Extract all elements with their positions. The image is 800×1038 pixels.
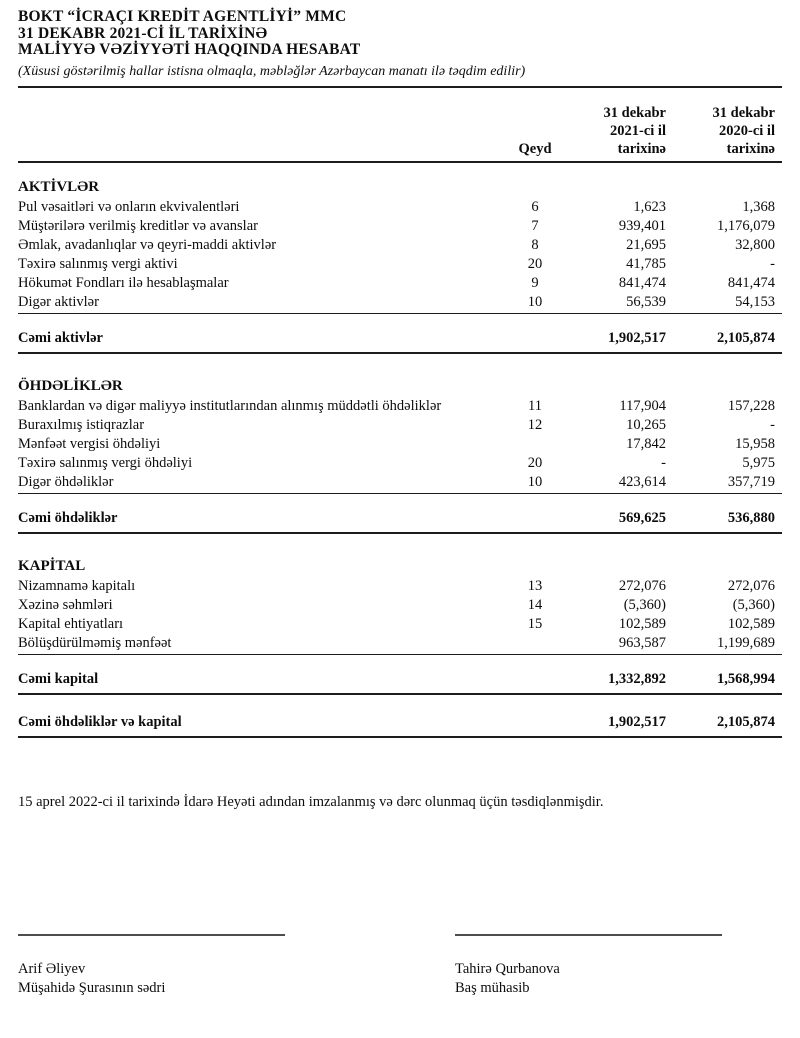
row-label: Təxirə salınmış vergi öhdəliyi xyxy=(18,454,193,471)
table-section xyxy=(18,556,782,695)
col-header-note: Qeyd xyxy=(518,140,552,157)
row-label: Digər aktivlər xyxy=(18,293,99,310)
approval-note: 15 aprel 2022-ci il tarixində İdarə Heyəti adından imzalanmış və dərc olunmaq üçün təsdiqlənmişdir. xyxy=(18,793,604,810)
table-header-row xyxy=(18,104,782,163)
row-value-2021: 423,614 xyxy=(618,473,666,490)
row-label: Mənfəət vergisi öhdəliyi xyxy=(18,435,161,452)
row-label: Xəzinə səhmləri xyxy=(18,596,113,613)
row-value-2021: (5,360) xyxy=(623,596,666,613)
section-total-row-value-2020: 2,105,874 xyxy=(717,329,775,346)
doc-title-line2: 31 DEKABR 2021-Cİ İL TARİXİNƏ xyxy=(18,24,268,42)
signature-block-left xyxy=(18,934,285,998)
row-label: Buraxılmış istiqrazlar xyxy=(18,416,145,433)
section-rows xyxy=(18,577,782,655)
row-value-2020: 5,975 xyxy=(742,454,775,471)
row-label: Kapital ehtiyatları xyxy=(18,615,124,632)
section-heading: AKTİVLƏR xyxy=(18,178,100,195)
table-row xyxy=(18,274,782,293)
table-row xyxy=(18,454,782,473)
signature-block-right xyxy=(455,934,722,998)
table-row xyxy=(18,473,782,492)
row-value-2021: 939,401 xyxy=(618,217,666,234)
row-note: 11 xyxy=(528,397,542,414)
row-value-2021: 963,587 xyxy=(618,634,666,651)
doc-subtitle: (Xüsusi göstərilmiş hallar istisna olmaqla, məbləğlər Azərbaycan manatı ilə təqdim edilir) xyxy=(18,59,782,88)
table-row xyxy=(18,198,782,217)
row-value-2020: 102,589 xyxy=(727,615,775,632)
row-note: 15 xyxy=(527,615,543,632)
col-header-2021-line3: tarixinə xyxy=(617,140,666,157)
row-value-2020: 272,076 xyxy=(727,577,775,594)
row-label: Banklardan və digər maliyyə institutlarından alınmış müddətli öhdəliklər xyxy=(18,397,442,414)
row-note: 20 xyxy=(527,454,543,471)
row-value-2020: (5,360) xyxy=(732,596,775,613)
section-total-row-value-2021: 1,332,892 xyxy=(608,670,666,687)
row-value-2020: - xyxy=(770,255,775,272)
col-header-2021-line2: 2021-ci il xyxy=(610,122,666,139)
row-label: Pul vəsaitləri və onların ekvivalentləri xyxy=(18,198,240,215)
grand-total-row-label: Cəmi öhdəliklər və kapital xyxy=(18,713,182,730)
row-value-2020: 15,958 xyxy=(735,435,775,452)
section-total-row xyxy=(18,670,782,695)
section-total-row-value-2020: 1,568,994 xyxy=(717,670,775,687)
row-value-2021: 21,695 xyxy=(626,236,666,253)
table-row xyxy=(18,416,782,435)
row-note: 10 xyxy=(527,473,543,490)
section-heading: KAPİTAL xyxy=(18,557,86,574)
row-note: 8 xyxy=(531,236,539,253)
signatory-name-left: Arif Əliyev xyxy=(18,960,86,977)
row-note xyxy=(505,634,565,653)
signatory-title-right: Baş mühasib xyxy=(455,979,530,996)
row-note: 14 xyxy=(527,596,543,613)
row-label: Təxirə salınmış vergi aktivi xyxy=(18,255,178,272)
row-note: 20 xyxy=(527,255,543,272)
row-note: 12 xyxy=(527,416,543,433)
section-total-row xyxy=(18,509,782,534)
section-total-row-label: Cəmi aktivlər xyxy=(18,329,103,346)
row-value-2021: 841,474 xyxy=(618,274,666,291)
row-note: 9 xyxy=(531,274,539,291)
row-value-2020: 1,176,079 xyxy=(717,217,775,234)
row-note xyxy=(505,435,565,454)
table-row xyxy=(18,255,782,274)
row-value-2021: 102,589 xyxy=(618,615,666,632)
signatory-title-left: Müşahidə Şurasının sədri xyxy=(18,979,166,996)
row-value-2020: 1,368 xyxy=(742,198,775,215)
doc-title-line1: BOKT “İCRAÇI KREDİT AGENTLİYİ” MMC xyxy=(18,8,347,25)
row-value-2021: 56,539 xyxy=(626,293,666,310)
section-rows xyxy=(18,397,782,494)
row-value-2020: 1,199,689 xyxy=(717,634,775,651)
table-row xyxy=(18,577,782,596)
table-row xyxy=(18,596,782,615)
row-label: Bölüşdürülməmiş mənfəət xyxy=(18,634,172,651)
col-header-2021-line1: 31 dekabr xyxy=(603,104,666,121)
section-total-row-label: Cəmi kapital xyxy=(18,670,99,687)
table-body xyxy=(18,177,782,738)
table-row xyxy=(18,615,782,634)
col-header-2020-line1: 31 dekabr xyxy=(712,104,775,121)
col-header-2020 xyxy=(670,104,782,158)
section-total-row-value-2021: 1,902,517 xyxy=(608,329,666,346)
row-label: Müştərilərə verilmiş kreditlər və avanslar xyxy=(18,217,258,234)
document-header xyxy=(18,9,782,88)
section-heading: ÖHDƏLİKLƏR xyxy=(18,377,123,394)
row-value-2021: 117,904 xyxy=(619,397,666,414)
grand-total-row xyxy=(18,713,782,738)
row-value-2020: 357,719 xyxy=(727,473,775,490)
row-value-2021: 41,785 xyxy=(626,255,666,272)
row-value-2020: 54,153 xyxy=(735,293,775,310)
table-row xyxy=(18,236,782,255)
row-note: 7 xyxy=(531,217,539,234)
section-total-row-note xyxy=(505,329,565,348)
row-value-2020: - xyxy=(770,416,775,433)
row-value-2020: 157,228 xyxy=(727,397,775,414)
row-value-2021: 272,076 xyxy=(618,577,666,594)
col-header-2020-line2: 2020-ci il xyxy=(719,122,775,139)
row-note: 6 xyxy=(531,198,539,215)
row-note: 10 xyxy=(527,293,543,310)
table-section xyxy=(18,376,782,534)
table-row xyxy=(18,634,782,653)
doc-title-line3: MALİYYƏ VƏZİYYƏTİ HAQQINDA HESABAT xyxy=(18,41,361,58)
table-row xyxy=(18,397,782,416)
signature-line-right xyxy=(455,934,722,936)
signature-area xyxy=(18,934,782,998)
grand-total-row-value-2020: 2,105,874 xyxy=(717,713,775,730)
row-label: Nizamnamə kapitalı xyxy=(18,577,136,594)
section-total-row-value-2021: 569,625 xyxy=(618,509,666,526)
section-total-row-label: Cəmi öhdəliklər xyxy=(18,509,118,526)
row-value-2020: 841,474 xyxy=(727,274,775,291)
section-total-row-note xyxy=(505,509,565,528)
financial-table xyxy=(18,104,782,738)
table-row xyxy=(18,217,782,236)
row-value-2020: 32,800 xyxy=(735,236,775,253)
row-value-2021: 1,623 xyxy=(633,198,666,215)
table-row xyxy=(18,435,782,454)
table-section xyxy=(18,177,782,354)
section-total-row xyxy=(18,329,782,354)
section-total-row-note xyxy=(505,670,565,689)
col-header-2021 xyxy=(565,104,670,158)
col-header-2020-line3: tarixinə xyxy=(726,140,775,157)
row-label: Digər öhdəliklər xyxy=(18,473,114,490)
row-label: Əmlak, avadanlıqlar və qeyri-maddi aktivlər xyxy=(18,236,277,253)
row-value-2021: 17,842 xyxy=(626,435,666,452)
row-label: Hökumət Fondları ilə hesablaşmalar xyxy=(18,274,229,291)
table-row xyxy=(18,293,782,312)
signatory-name-right: Tahirə Qurbanova xyxy=(455,960,560,977)
row-value-2021: 10,265 xyxy=(626,416,666,433)
row-value-2021: - xyxy=(661,454,666,471)
section-total-row-value-2020: 536,880 xyxy=(727,509,775,526)
grand-total-row-value-2021: 1,902,517 xyxy=(608,713,666,730)
signature-line-left xyxy=(18,934,285,936)
section-rows xyxy=(18,198,782,314)
grand-total-row-note xyxy=(505,713,565,732)
row-note: 13 xyxy=(527,577,543,594)
